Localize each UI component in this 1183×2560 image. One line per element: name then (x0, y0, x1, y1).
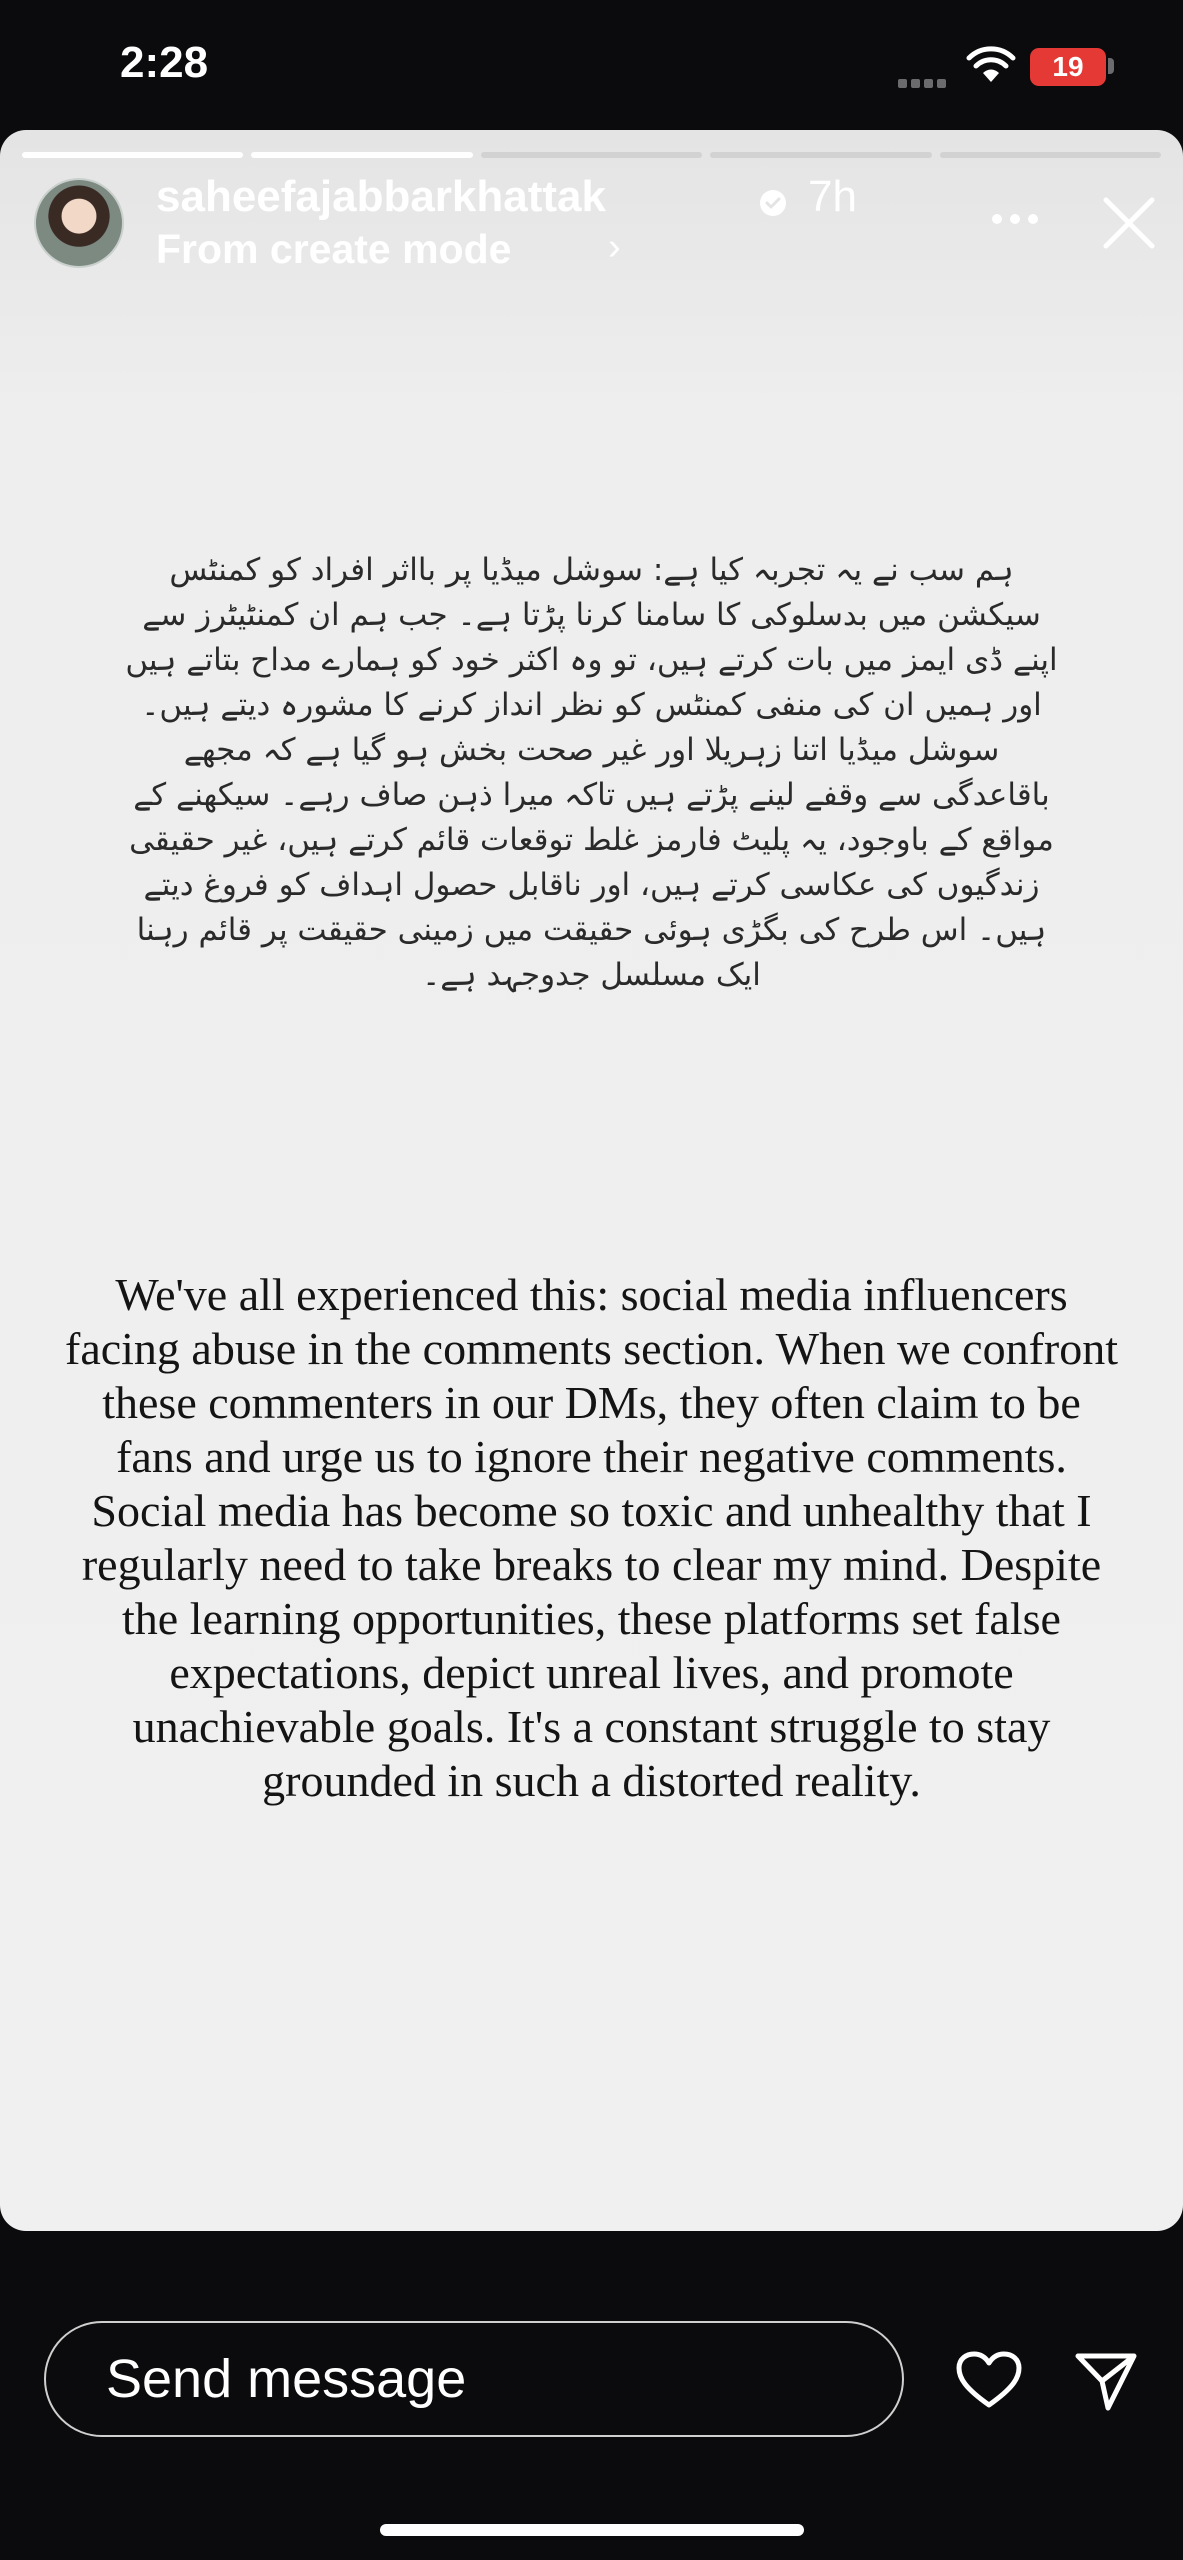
story-subtitle[interactable]: From create mode (156, 226, 512, 272)
story-time-ago: 7h (808, 172, 857, 221)
verified-icon (758, 188, 788, 218)
send-message-input[interactable]: Send message (44, 2321, 904, 2437)
story-urdu-text: ہم سب نے یہ تجربہ کیا ہے: سوشل میڈیا پر بااثر افراد کو کمنٹس سیکشن میں بدسلوکی کا سامنا کرنا پڑتا ہے۔ جب ہم ان کمنٹیٹرز سے اپنے ڈی ایمز میں بات کرتے ہیں، تو وہ اکثر خود کو ہمارے مداح بتاتے ہیں اور ہمیں ان کی منفی کمنٹس کو نظر انداز کرنے کا مشورہ دیتے ہیں۔ سوشل میڈیا اتنا زہریلا اور غیر صحت بخش ہو گیا ہے کہ مجھے باقاعدگی سے وقفے لینے پڑتے ہیں تاکہ میرا ذہن صاف رہے۔ سیکھنے کے مواقع کے باوجود، یہ پلیٹ فارمز غلط توقعات قائم کرتے ہیں، غیر حقیقی زندگیوں کی عکاسی کرتے ہیں، اور ناقابل حصول اہداف کو فروغ دیتے ہیں۔ اس طرح کی بگڑی ہوئی حقیقت میں زمینی حقیقت پر قائم رہنا ایک مسلسل جدوجہد ہے۔ (125, 552, 1058, 993)
close-icon[interactable] (1100, 194, 1158, 252)
heart-icon[interactable] (955, 2350, 1023, 2410)
avatar[interactable] (34, 178, 124, 268)
story-card[interactable] (0, 130, 1183, 2231)
battery-indicator: 19 (1030, 48, 1106, 86)
progress-segment (710, 152, 931, 158)
cellular-signal-icon (898, 70, 956, 82)
story-username[interactable]: saheefajabbarkhattak (156, 172, 606, 221)
story-progress (22, 152, 1161, 158)
home-indicator[interactable] (380, 2524, 804, 2536)
progress-segment (22, 152, 243, 158)
more-icon[interactable] (990, 212, 1040, 226)
progress-segment (481, 152, 702, 158)
battery-tip (1108, 58, 1114, 74)
progress-segment (251, 152, 472, 158)
progress-segment (940, 152, 1161, 158)
story-english-text: We've all experienced this: social media influencers facing abuse in the comments section. When we confront these commenters in our DMs, they often claim to be fans and urge us to ignore their negative comments. Social media has become so toxic and unhealthy that I regularly need to take breaks to clear my mind. Despite the learning opportunities, these platforms set false expectations, depict unreal lives, and promote unachievable goals. It's a constant struggle to stay grounded in such a distorted reality. (65, 1269, 1118, 1806)
status-time: 2:28 (120, 38, 209, 87)
send-icon[interactable] (1074, 2350, 1138, 2412)
status-bar (0, 0, 1183, 130)
chevron-right-icon[interactable]: › (608, 226, 621, 268)
wifi-icon (966, 46, 1016, 86)
